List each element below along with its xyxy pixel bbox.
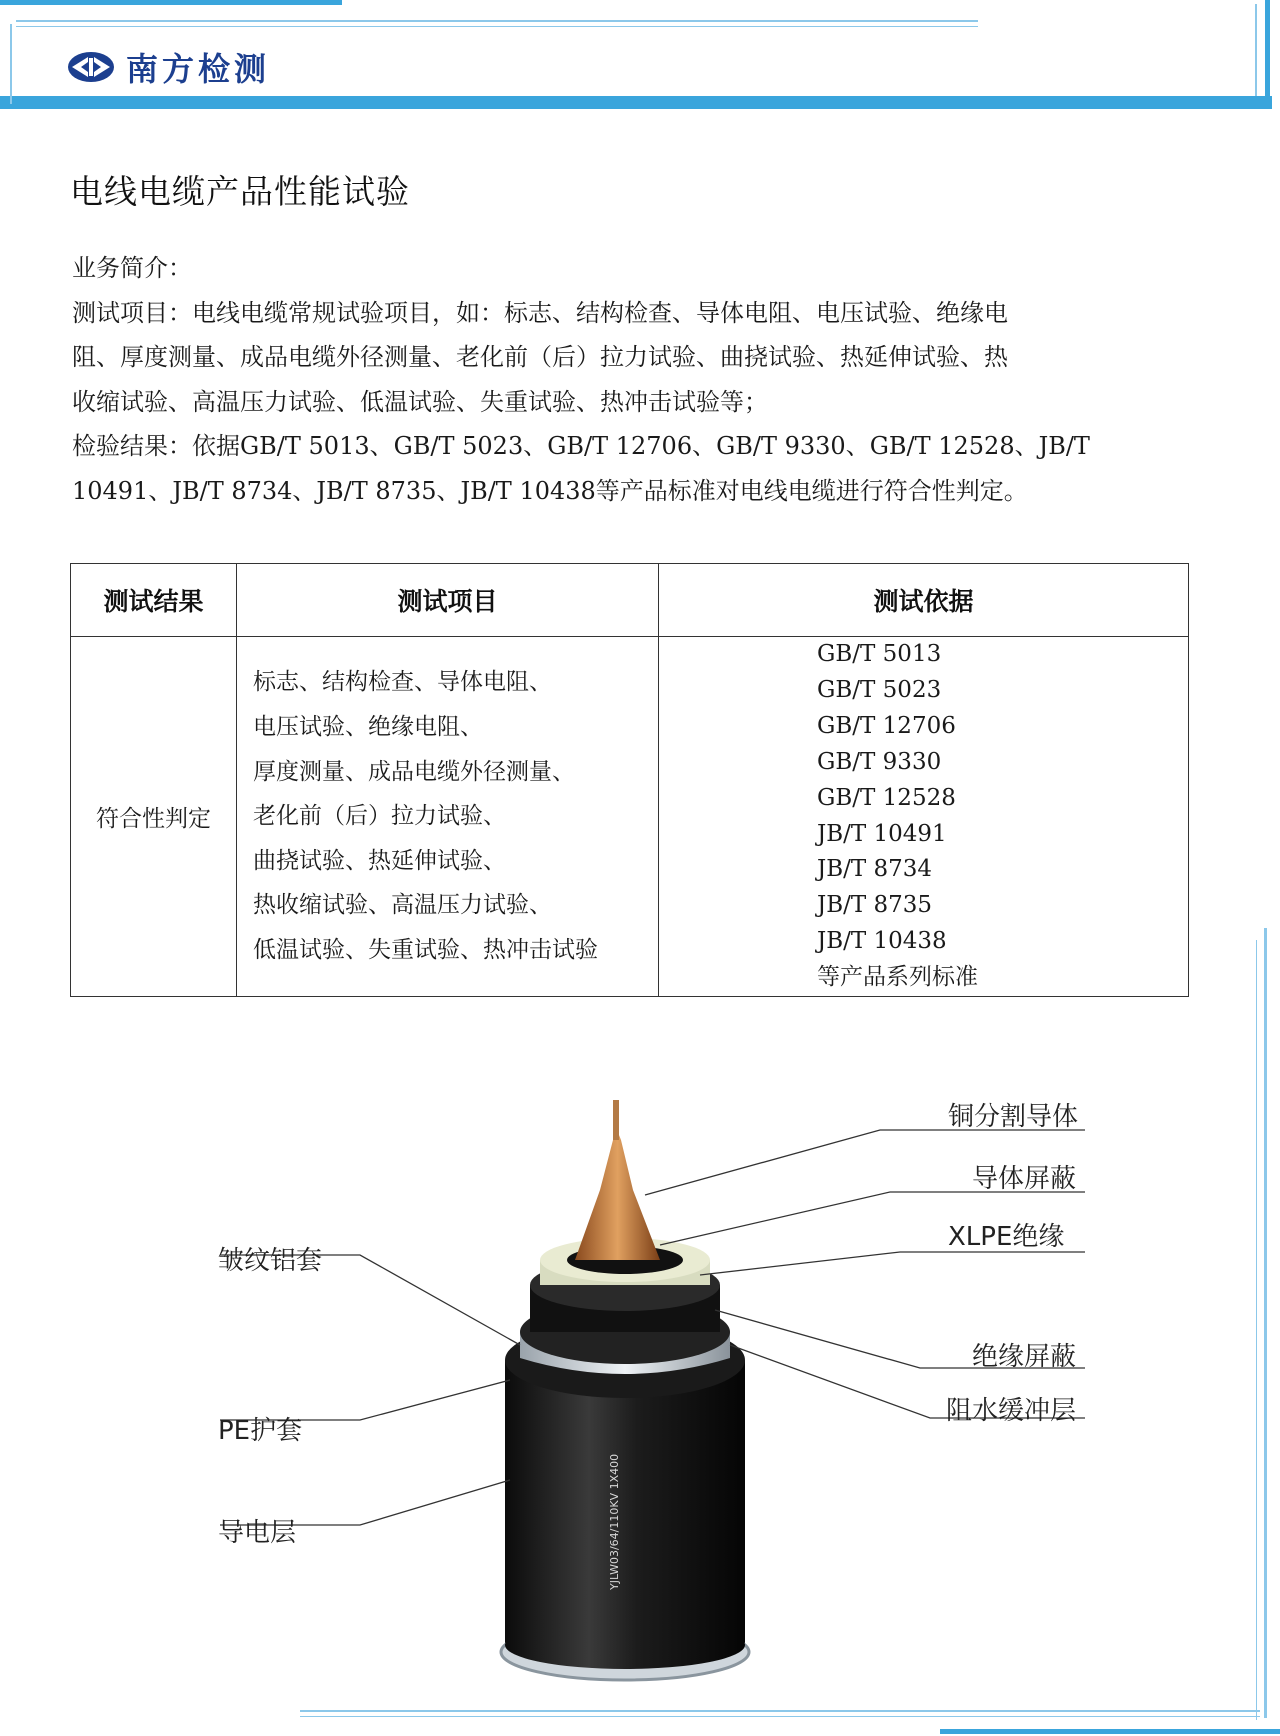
bottom-thin-line bbox=[300, 1710, 1260, 1712]
right-thin-line bbox=[1255, 4, 1257, 104]
result-cell: 符合性判定 bbox=[71, 637, 237, 997]
label-copper-conductor: 铜分割导体 bbox=[948, 1102, 1079, 1132]
test-table bbox=[70, 563, 1189, 997]
header-basis: 测试依据 bbox=[659, 564, 1189, 637]
item-line: 标志、结构检查、导体电阻、 bbox=[253, 669, 552, 696]
basis-line: GB/T 5023 bbox=[817, 676, 942, 703]
top-thin-line-2 bbox=[16, 26, 978, 27]
intro-line: 业务简介： bbox=[72, 254, 192, 282]
right-vertical-bar bbox=[1265, 0, 1270, 108]
basis-line: JB/T 8735 bbox=[817, 892, 933, 919]
basis-line: 等产品系列标准 bbox=[817, 964, 978, 991]
basis-cell bbox=[659, 637, 1189, 997]
item-line: 电压试验、绝缘电阻、 bbox=[253, 714, 483, 741]
intro-text bbox=[72, 246, 1112, 513]
cable-illustration bbox=[0, 1100, 1280, 1700]
label-pe-jacket: PE护套 bbox=[218, 1416, 303, 1446]
intro-line: 检验结果：依据GB/T 5013、GB/T 5023、GB/T 12706、GB/T 9330、GB/T 12528、JB/T bbox=[72, 432, 1090, 460]
item-line: 热收缩试验、高温压力试验、 bbox=[253, 892, 552, 919]
item-line: 老化前（后）拉力试验、 bbox=[253, 803, 506, 830]
basis-line: GB/T 12706 bbox=[817, 712, 956, 739]
label-insulation-screen: 绝缘屏蔽 bbox=[972, 1342, 1077, 1372]
cable-print: YJLW03/64/110KV 1X400 bbox=[608, 1453, 621, 1590]
item-line: 厚度测量、成品电缆外径测量、 bbox=[253, 758, 575, 785]
header-band bbox=[0, 96, 1272, 109]
label-conductive-layer: 导电层 bbox=[218, 1518, 297, 1548]
label-aluminium-sheath: 皱纹铝套 bbox=[218, 1246, 323, 1276]
left-vertical-line bbox=[10, 24, 12, 104]
label-xlpe-insulation: XLPE绝缘 bbox=[948, 1222, 1065, 1252]
basis-line: GB/T 12528 bbox=[817, 784, 956, 811]
header-result: 测试结果 bbox=[71, 564, 237, 637]
top-left-bar bbox=[0, 0, 342, 5]
bottom-thin-line-2 bbox=[300, 1716, 1260, 1717]
basis-line: JB/T 10438 bbox=[817, 928, 947, 955]
basis-line: GB/T 5013 bbox=[817, 641, 942, 667]
basis-line: JB/T 8734 bbox=[817, 856, 933, 883]
intro-line: 阻、厚度测量、成品电缆外径测量、老化前（后）拉力试验、曲挠试验、热延伸试验、热 bbox=[72, 343, 1008, 371]
page-title: 电线电缆产品性能试验 bbox=[70, 172, 410, 211]
label-water-blocking-layer: 阻水缓冲层 bbox=[946, 1396, 1077, 1426]
bottom-bar bbox=[940, 1729, 1280, 1734]
header-items: 测试项目 bbox=[237, 564, 659, 637]
item-line: 低温试验、失重试验、热冲击试验 bbox=[253, 937, 598, 964]
brand-emblem-icon bbox=[66, 50, 116, 84]
top-thin-line bbox=[16, 20, 978, 22]
intro-line: 收缩试验、高温压力试验、低温试验、失重试验、热冲击试验等； bbox=[72, 387, 768, 416]
items-cell bbox=[237, 637, 659, 997]
intro-line: 测试项目：电线电缆常规试验项目，如：标志、结构检查、导体电阻、电压试验、绝缘电 bbox=[72, 298, 1008, 327]
basis-line: GB/T 9330 bbox=[817, 748, 942, 775]
table-row bbox=[71, 637, 1189, 997]
label-conductor-screen: 导体屏蔽 bbox=[972, 1164, 1077, 1194]
basis-line: JB/T 10491 bbox=[817, 820, 947, 847]
item-line: 曲挠试验、热延伸试验、 bbox=[253, 847, 506, 874]
brand-logo bbox=[66, 44, 270, 90]
brand-name: 南方检测 bbox=[126, 50, 271, 88]
intro-line: 10491、JB/T 8734、JB/T 8735、JB/T 10438等产品标准对电线电缆进行符合性判定。 bbox=[72, 476, 1028, 505]
table-header-row bbox=[71, 564, 1189, 637]
